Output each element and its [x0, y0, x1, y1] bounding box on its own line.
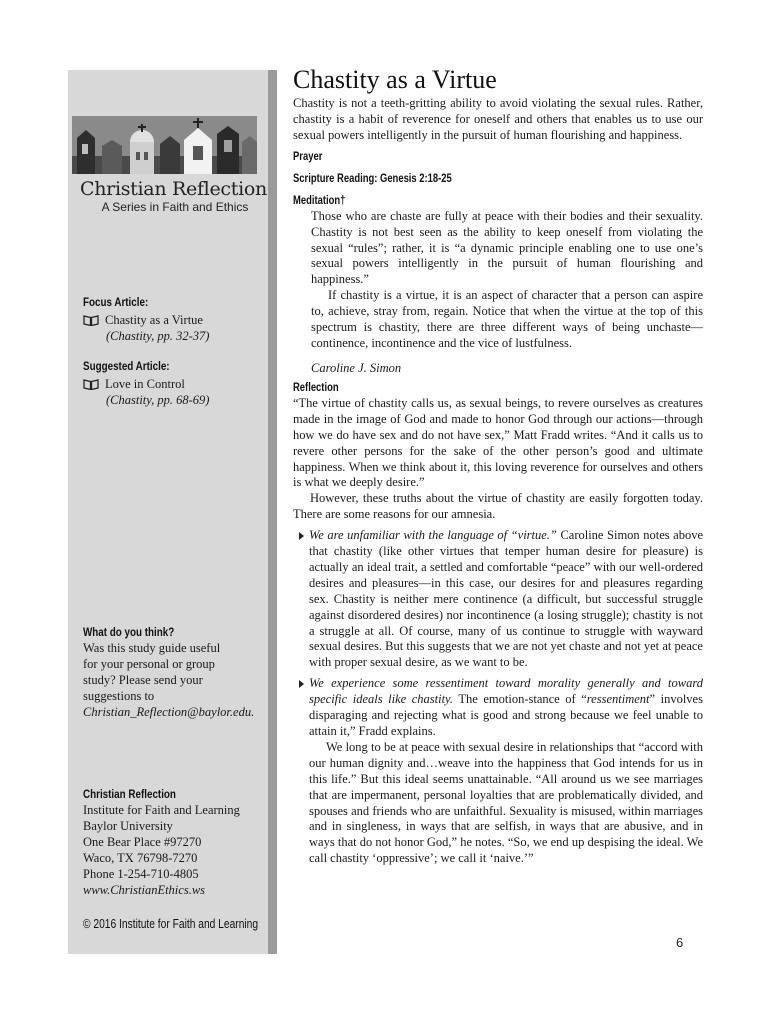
brand-name: Christian Reflection	[80, 178, 267, 200]
page-title: Chastity as a Virtue	[293, 65, 497, 94]
suggested-article-cite: (Chastity, pp. 68-69)	[106, 393, 210, 407]
bullet-triangle-icon	[299, 532, 304, 540]
bullet-item	[293, 528, 703, 671]
bullet-term: ressentiment	[586, 692, 650, 707]
feedback-line: suggestions to	[83, 689, 155, 703]
feedback-heading: What do you think?	[83, 625, 175, 639]
suggested-article-heading: Suggested Article:	[83, 359, 170, 373]
address-block	[83, 786, 268, 898]
address-heading: Christian Reflection	[83, 787, 176, 801]
reflection-heading: Reflection	[293, 381, 339, 394]
meditation-paragraph: If chastity is a virtue, it is an aspect of character that a person can aspire to, achieve, stray from, regain. Notice that when the virtue at the top of this spectrum is chastity, there are three different ways of being unchaste—continence, incontinence and the vice of lustfulness.	[311, 288, 703, 350]
closing-paragraph: We long to be at peace with sexual desire in relationships that “accord with our human dignity and…weave into the happiness that God intends for us in this life.” But this ideal seems unattainable. “All around us we see marriages that are impermanent, personal loyalties that are problematically divided, and spouses and friends who are unfaithful. Sexuality is misused, within marriages and in singleness, in ways that are selfish, in ways that are abusive, and in ways that do not honor God,” he notes. “So, we end up despising the ideal. We call chastity ‘oppressive’; we call it ‘naive.’”	[309, 739, 703, 866]
focus-article-cite: (Chastity, pp. 32-37)	[106, 329, 210, 343]
address-line: Phone 1-254-710-4805	[83, 867, 199, 881]
focus-article-heading: Focus Article:	[83, 295, 149, 309]
suggested-article-block	[83, 358, 268, 408]
address-line: One Bear Place #97270	[83, 835, 202, 849]
brand-subtitle: A Series in Faith and Ethics	[101, 200, 249, 214]
bullet-text	[309, 676, 703, 740]
address-line: Baylor University	[83, 819, 173, 833]
bullet-lead: We are unfamiliar with the language of “virtue.”	[309, 528, 557, 543]
website-link[interactable]: www.ChristianEthics.ws	[83, 883, 206, 897]
feedback-line: Was this study guide useful	[83, 641, 221, 655]
article-column	[293, 64, 703, 867]
open-book-icon	[83, 315, 99, 326]
feedback-line: study? Please send your	[83, 673, 203, 687]
page-number: 6	[676, 935, 684, 950]
copyright-block	[83, 916, 268, 932]
address-line: Institute for Faith and Learning	[83, 803, 240, 817]
scripture-heading: Scripture Reading: Genesis 2:18-25	[293, 172, 452, 185]
bullet-text	[309, 528, 703, 671]
focus-article-title[interactable]: Chastity as a Virtue	[105, 313, 203, 327]
churches-banner-image	[72, 116, 257, 174]
intro-paragraph: Chastity is not a teeth-gritting ability to avoid violating the sexual rules. Rather, chastity is a habit of reverence for oneself and others that enables us to use our sexual powers intelligently in the pursuit of human flourishing and happiness.	[293, 96, 703, 142]
reflection-paragraph: However, these truths about the virtue of chastity are easily forgotten today. There are some reasons for our amnesia.	[293, 491, 703, 522]
bullet-triangle-icon	[299, 680, 304, 688]
suggested-article-title[interactable]: Love in Control	[105, 377, 185, 391]
bullet-lead: We experience some ressentiment toward morality generally and toward specific ideals like chastity.	[309, 676, 703, 707]
bullet-rest: The emotion-stance of “	[453, 692, 587, 707]
meditation-paragraph: Those who are chaste are fully at peace with their bodies and their sexuality. Chastity is not best seen as the ability to keep oneself from violating the sexual “rules”; rather, it is “a dynamic principle enabling one to use one’s sexual powers intelligently in the pursuit of human flourishing and happiness.”	[311, 208, 703, 287]
address-line: Waco, TX 76798-7270	[83, 851, 198, 865]
meditation-heading: Meditation†	[293, 194, 346, 207]
bullet-rest: Caroline Simon notes above that chastity (like other virtues that temper human desire for pleasure) is actually an ideal trait, a settled and comfortable “peace” with our well-ordered desires and pleasures—in this case, our desires for and pleasures regarding sex. Chastity is neither mere continence (a difficult, but successful struggle against disordered desires) nor incontinence (a losing struggle); chastity is not a struggle at all. Of course, many of us continue to struggle with wayward sexual desires. But this suggests that we are not yet chaste and not yet at peace with proper sexual desire, as we want to be.	[309, 528, 704, 670]
open-book-icon	[83, 379, 99, 390]
copyright-text: © 2016 Institute for Faith and Learning	[83, 917, 259, 931]
prayer-heading: Prayer	[293, 150, 323, 163]
meditation-author: Caroline J. Simon	[311, 360, 402, 375]
reflection-paragraph: “The virtue of chastity calls us, as sexual beings, to revere ourselves as creatures made in the image of God and made to honor God through our actions—through how we do have sex and do not have sex,” Matt Fradd writes. “And it calls us to revere other persons for the sake of the other person’s good and ultimate happiness. When we think about it, this loving reverence for ourselves and others is what we deeply desire.”	[293, 395, 703, 490]
feedback-line: for your personal or group	[83, 657, 215, 671]
bullet-rest: ” involves disparaging and rejecting what is good and strong because we feel unable to attain it,” Fradd explains.	[309, 692, 703, 738]
feedback-block	[83, 624, 268, 720]
feedback-email-link[interactable]: Christian_Reflection@baylor.edu.	[83, 705, 255, 719]
bullet-item	[293, 676, 703, 867]
focus-article-block	[83, 294, 268, 344]
meditation-quote	[293, 209, 703, 352]
